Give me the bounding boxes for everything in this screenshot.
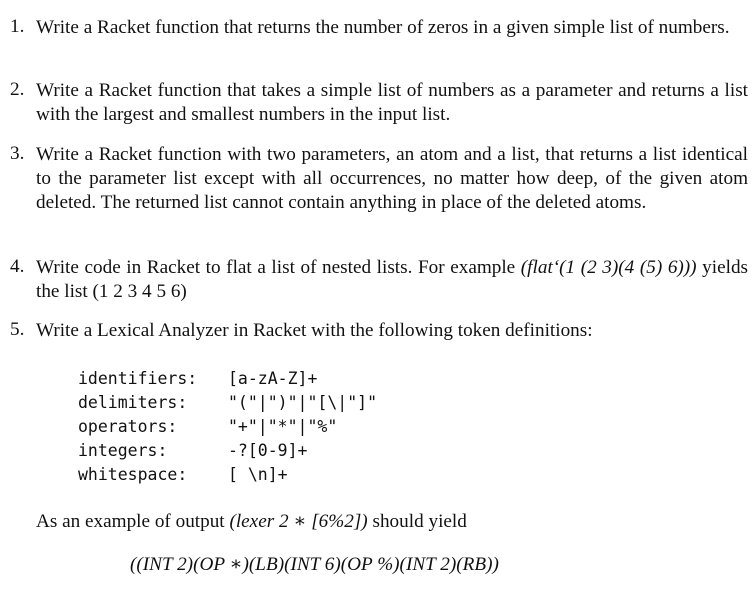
token-pattern: "("|")"|"[\|"]" [228,393,378,412]
token-pattern: -?[0-9]+ [228,441,308,460]
question-number: 5. [10,319,25,340]
token-pattern: [a-zA-Z]+ [228,369,318,388]
output-prefix: As an example of output [36,511,225,532]
token-pattern: [ \n]+ [228,465,288,484]
question-text: Write a Racket function that returns the number of zeros in a given simple list of numbers. [36,17,730,38]
question-text-part: Write code in Racket to flat a list of nested lists. For example [36,257,516,278]
output-example [36,510,467,534]
question-number: 2. [10,79,25,100]
question-2 [10,79,748,127]
question-text-after: yields the list (1 2 3 4 5 6) [36,257,749,302]
question-1 [10,16,748,40]
token-name: delimiters: [78,393,188,412]
token-name: integers: [78,441,168,460]
question-text [36,256,748,304]
question-number: 4. [10,256,25,277]
question-3 [10,143,748,215]
question-number: 1. [10,16,25,37]
question-text: Write a Racket function that takes a simple list of numbers as a parameter and returns a list with the largest and smallest numbers in the input list. [36,80,748,125]
output-suffix: should yield [372,511,467,532]
lexer-expression: (lexer 2 ∗ [6%2]) [229,511,368,532]
expected-result: ((INT 2)(OP ∗)(LB)(INT 6)(OP %)(INT 2)(RB)) [130,554,499,575]
question-number: 3. [10,143,25,164]
question-4 [10,256,748,304]
token-name: identifiers: [78,369,198,388]
question-5 [10,319,748,343]
token-name: whitespace: [78,465,188,484]
token-pattern: "+"|"*"|"%" [228,417,338,436]
question-text: Write a Lexical Analyzer in Racket with the following token definitions: [36,320,593,341]
flat-example: (flat‘(1 (2 3)(4 (5) 6))) [520,257,697,278]
question-text: Write a Racket function with two parameters, an atom and a list, that returns a list identical to the parameter list except with all occurrences, no matter how deep, of the given atom deleted. The returned list cannot contain anything in place of the deleted atoms. [36,144,748,213]
token-name: operators: [78,417,178,436]
